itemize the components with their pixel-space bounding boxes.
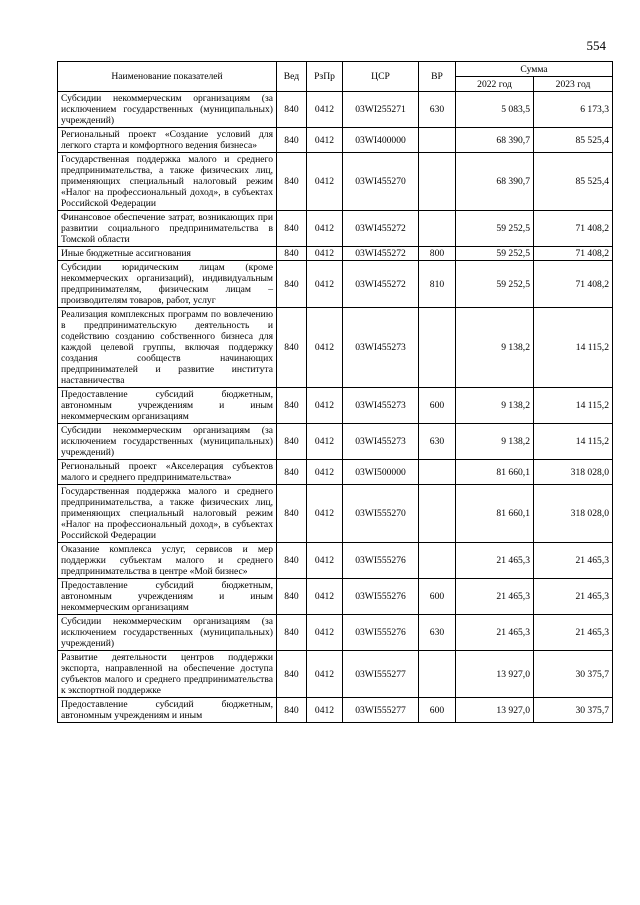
cell-rzpr: 0412	[307, 651, 343, 698]
table-row	[58, 247, 613, 261]
cell-ved: 840	[277, 128, 307, 153]
cell-csr: 03WI555277	[343, 651, 419, 698]
cell-ved: 840	[277, 615, 307, 651]
cell-2022: 5 083,5	[456, 92, 534, 128]
cell-vr	[419, 153, 456, 211]
cell-2022: 21 465,3	[456, 579, 534, 615]
cell-2022: 21 465,3	[456, 543, 534, 579]
cell-rzpr: 0412	[307, 308, 343, 388]
cell-vr: 600	[419, 698, 456, 723]
cell-2022: 9 138,2	[456, 424, 534, 460]
cell-2022: 59 252,5	[456, 211, 534, 247]
cell-csr: 03WI455272	[343, 261, 419, 308]
cell-2023: 14 115,2	[534, 388, 613, 424]
cell-name: Субсидии некоммерческим организациям (за исключением государственных (муниципальных) учреждений)	[58, 92, 277, 128]
cell-rzpr: 0412	[307, 128, 343, 153]
table-row	[58, 261, 613, 308]
cell-rzpr: 0412	[307, 388, 343, 424]
cell-ved: 840	[277, 460, 307, 485]
header-csr: ЦСР	[343, 62, 419, 92]
cell-name: Субсидии некоммерческим организациям (за исключением государственных (муниципальных) учреждений)	[58, 615, 277, 651]
cell-rzpr: 0412	[307, 615, 343, 651]
table-row	[58, 388, 613, 424]
cell-2023: 71 408,2	[534, 211, 613, 247]
cell-2022: 9 138,2	[456, 308, 534, 388]
cell-vr: 600	[419, 388, 456, 424]
cell-2022: 13 927,0	[456, 698, 534, 723]
cell-csr: 03WI555276	[343, 615, 419, 651]
cell-2022: 59 252,5	[456, 261, 534, 308]
cell-2023: 85 525,4	[534, 128, 613, 153]
cell-rzpr: 0412	[307, 485, 343, 543]
cell-name: Предоставление субсидий бюджетным, автономным учреждениям и иным некоммерческим организациям	[58, 388, 277, 424]
cell-csr: 03WI255271	[343, 92, 419, 128]
cell-name: Предоставление субсидий бюджетным, автономным учреждениям и иным	[58, 698, 277, 723]
cell-rzpr: 0412	[307, 153, 343, 211]
table-row	[58, 128, 613, 153]
cell-csr: 03WI455273	[343, 424, 419, 460]
cell-name: Государственная поддержка малого и среднего предпринимательства, а также физических лиц, применяющих специальный налоговый режим «Налог на профессиональный доход», в субъектах Российской Федерации	[58, 153, 277, 211]
header-ved: Вед	[277, 62, 307, 92]
header-rzpr: РзПр	[307, 62, 343, 92]
cell-vr	[419, 651, 456, 698]
cell-2022: 21 465,3	[456, 615, 534, 651]
cell-2023: 71 408,2	[534, 247, 613, 261]
cell-name: Реализация комплексных программ по вовлечению в предпринимательскую деятельность и содействию созданию собственного бизнеса для каждой целевой группы, включая поддержку создания сообществ начинающих предпринимателей и развитие института наставничества	[58, 308, 277, 388]
cell-name: Развитие деятельности центров поддержки экспорта, направленной на обеспечение доступа субъектов малого и среднего предпринимательства к экспортной поддержке	[58, 651, 277, 698]
cell-2023: 6 173,3	[534, 92, 613, 128]
table-row	[58, 579, 613, 615]
table-header	[58, 62, 613, 92]
cell-2023: 318 028,0	[534, 485, 613, 543]
budget-table	[57, 61, 613, 723]
cell-2023: 21 465,3	[534, 543, 613, 579]
cell-2023: 21 465,3	[534, 615, 613, 651]
header-year-2023: 2023 год	[534, 77, 613, 92]
cell-rzpr: 0412	[307, 543, 343, 579]
cell-2022: 68 390,7	[456, 128, 534, 153]
cell-csr: 03WI500000	[343, 460, 419, 485]
cell-name: Иные бюджетные ассигнования	[58, 247, 277, 261]
cell-csr: 03WI555276	[343, 543, 419, 579]
cell-ved: 840	[277, 424, 307, 460]
table-row	[58, 211, 613, 247]
cell-rzpr: 0412	[307, 424, 343, 460]
cell-ved: 840	[277, 261, 307, 308]
cell-vr: 630	[419, 424, 456, 460]
cell-rzpr: 0412	[307, 92, 343, 128]
table-row	[58, 485, 613, 543]
cell-name: Субсидии некоммерческим организациям (за исключением государственных (муниципальных) учреждений)	[58, 424, 277, 460]
table-row	[58, 543, 613, 579]
cell-ved: 840	[277, 651, 307, 698]
table-row	[58, 92, 613, 128]
cell-2023: 30 375,7	[534, 698, 613, 723]
cell-vr: 800	[419, 247, 456, 261]
cell-2023: 30 375,7	[534, 651, 613, 698]
table-row	[58, 308, 613, 388]
cell-ved: 840	[277, 579, 307, 615]
cell-csr: 03WI455272	[343, 211, 419, 247]
table-row	[58, 698, 613, 723]
table-row	[58, 460, 613, 485]
cell-2022: 81 660,1	[456, 460, 534, 485]
cell-name: Финансовое обеспечение затрат, возникающих при развитии социального предпринимательства в Томской области	[58, 211, 277, 247]
cell-2023: 21 465,3	[534, 579, 613, 615]
cell-2022: 81 660,1	[456, 485, 534, 543]
cell-name: Государственная поддержка малого и среднего предпринимательства, а также физических лиц, применяющих специальный налоговый режим «Налог на профессиональный доход», в субъектах Российской Федерации	[58, 485, 277, 543]
header-vr: ВР	[419, 62, 456, 92]
cell-2022: 9 138,2	[456, 388, 534, 424]
table-row	[58, 424, 613, 460]
cell-vr	[419, 460, 456, 485]
table-row	[58, 615, 613, 651]
cell-rzpr: 0412	[307, 579, 343, 615]
header-sum: Сумма	[456, 62, 613, 77]
cell-rzpr: 0412	[307, 211, 343, 247]
header-name: Наименование показателей	[58, 62, 277, 92]
cell-vr: 630	[419, 92, 456, 128]
cell-rzpr: 0412	[307, 460, 343, 485]
cell-2022: 13 927,0	[456, 651, 534, 698]
cell-2023: 14 115,2	[534, 308, 613, 388]
header-year-2022: 2022 год	[456, 77, 534, 92]
cell-2022: 59 252,5	[456, 247, 534, 261]
cell-ved: 840	[277, 92, 307, 128]
table-row	[58, 153, 613, 211]
cell-name: Оказание комплекса услуг, сервисов и мер поддержки субъектам малого и среднего предпринимательства в центре «Мой бизнес»	[58, 543, 277, 579]
cell-ved: 840	[277, 308, 307, 388]
cell-2023: 14 115,2	[534, 424, 613, 460]
cell-rzpr: 0412	[307, 247, 343, 261]
cell-name: Региональный проект «Акселерация субъектов малого и среднего предпринимательства»	[58, 460, 277, 485]
cell-vr	[419, 308, 456, 388]
cell-name: Региональный проект «Создание условий для легкого старта и комфортного ведения бизнеса»	[58, 128, 277, 153]
cell-2023: 85 525,4	[534, 153, 613, 211]
cell-vr	[419, 128, 456, 153]
table-body	[58, 92, 613, 723]
cell-ved: 840	[277, 543, 307, 579]
cell-ved: 840	[277, 485, 307, 543]
cell-vr: 600	[419, 579, 456, 615]
cell-2022: 68 390,7	[456, 153, 534, 211]
cell-ved: 840	[277, 211, 307, 247]
page-number: 554	[586, 38, 606, 53]
cell-ved: 840	[277, 153, 307, 211]
cell-csr: 03WI555270	[343, 485, 419, 543]
cell-rzpr: 0412	[307, 261, 343, 308]
cell-csr: 03WI455273	[343, 388, 419, 424]
cell-csr: 03WI455272	[343, 247, 419, 261]
cell-csr: 03WI555277	[343, 698, 419, 723]
cell-name: Субсидии юридическим лицам (кроме некоммерческих организаций), индивидуальным предпринимателям, физическим лицам – производителям товаров, работ, услуг	[58, 261, 277, 308]
cell-csr: 03WI400000	[343, 128, 419, 153]
cell-vr	[419, 211, 456, 247]
cell-csr: 03WI455270	[343, 153, 419, 211]
cell-ved: 840	[277, 247, 307, 261]
table-row	[58, 651, 613, 698]
cell-vr	[419, 485, 456, 543]
cell-vr: 630	[419, 615, 456, 651]
cell-ved: 840	[277, 698, 307, 723]
cell-rzpr: 0412	[307, 698, 343, 723]
cell-2023: 71 408,2	[534, 261, 613, 308]
cell-ved: 840	[277, 388, 307, 424]
cell-csr: 03WI555276	[343, 579, 419, 615]
cell-vr	[419, 543, 456, 579]
cell-vr: 810	[419, 261, 456, 308]
cell-csr: 03WI455273	[343, 308, 419, 388]
cell-2023: 318 028,0	[534, 460, 613, 485]
cell-name: Предоставление субсидий бюджетным, автономным учреждениям и иным некоммерческим организациям	[58, 579, 277, 615]
